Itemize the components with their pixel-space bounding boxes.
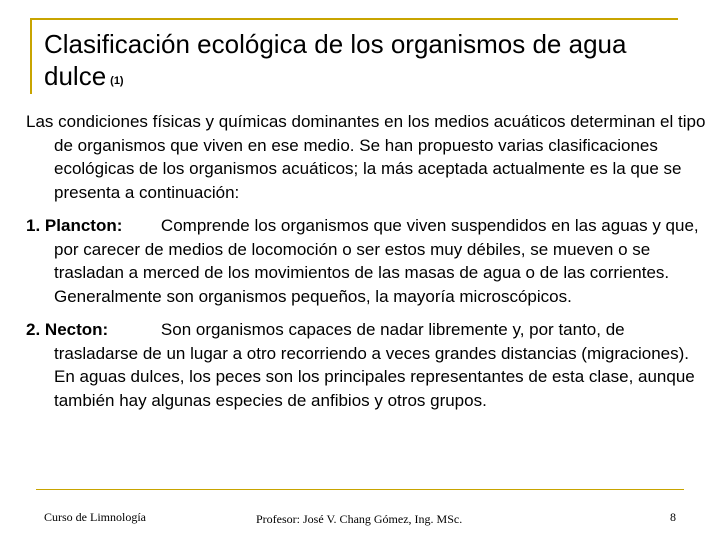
list-item-plancton	[26, 214, 706, 308]
list-item-text: Comprende los organismos que viven suspendidos en las aguas y que, por carecer de medios de locomoción o ser estos muy débiles, se mueven o se trasladan a merced de los movimientos de las masas de agua o de las corrientes. Generalmente son organismos pequeños, la mayoría microscópicos.	[54, 216, 699, 306]
slide-body	[26, 110, 706, 422]
footer-divider	[36, 489, 684, 490]
intro-paragraph: Las condiciones físicas y químicas dominantes en los medios acuáticos determinan el tipo de organismos que viven en ese medio. Se han propuesto varias clasificaciones ecológicas de los organismos acuáticos; la más aceptada actualmente es la que se presenta a continuación:	[26, 112, 706, 202]
slide-title	[44, 28, 684, 97]
page-number: 8	[670, 510, 676, 524]
list-item-text: Son organismos capaces de nadar libremente y, por tanto, de trasladarse de un lugar a otro recorriendo a veces grandes distancias (migraciones). En aguas dulces, los peces son los principales representantes de esta clase, aunque también hay algunas especies de anfibios y otros grupos.	[54, 320, 695, 410]
list-item-number: 2.	[26, 320, 41, 339]
list-item-term: Necton:	[44, 320, 109, 339]
title-frame-left	[30, 18, 32, 94]
list-item-term: Plancton:	[44, 216, 123, 235]
slide-title-text: Clasificación ecológica de los organismos de agua dulce	[44, 29, 627, 91]
footer-course: Curso de Limnología	[44, 510, 146, 524]
list-item-necton	[26, 318, 706, 412]
title-frame-top	[30, 18, 678, 20]
slide-title-note: (1)	[110, 75, 124, 87]
list-item-number: 1.	[26, 216, 41, 235]
footer-professor: Profesor: José V. Chang Gómez, Ing. MSc.	[256, 512, 463, 526]
